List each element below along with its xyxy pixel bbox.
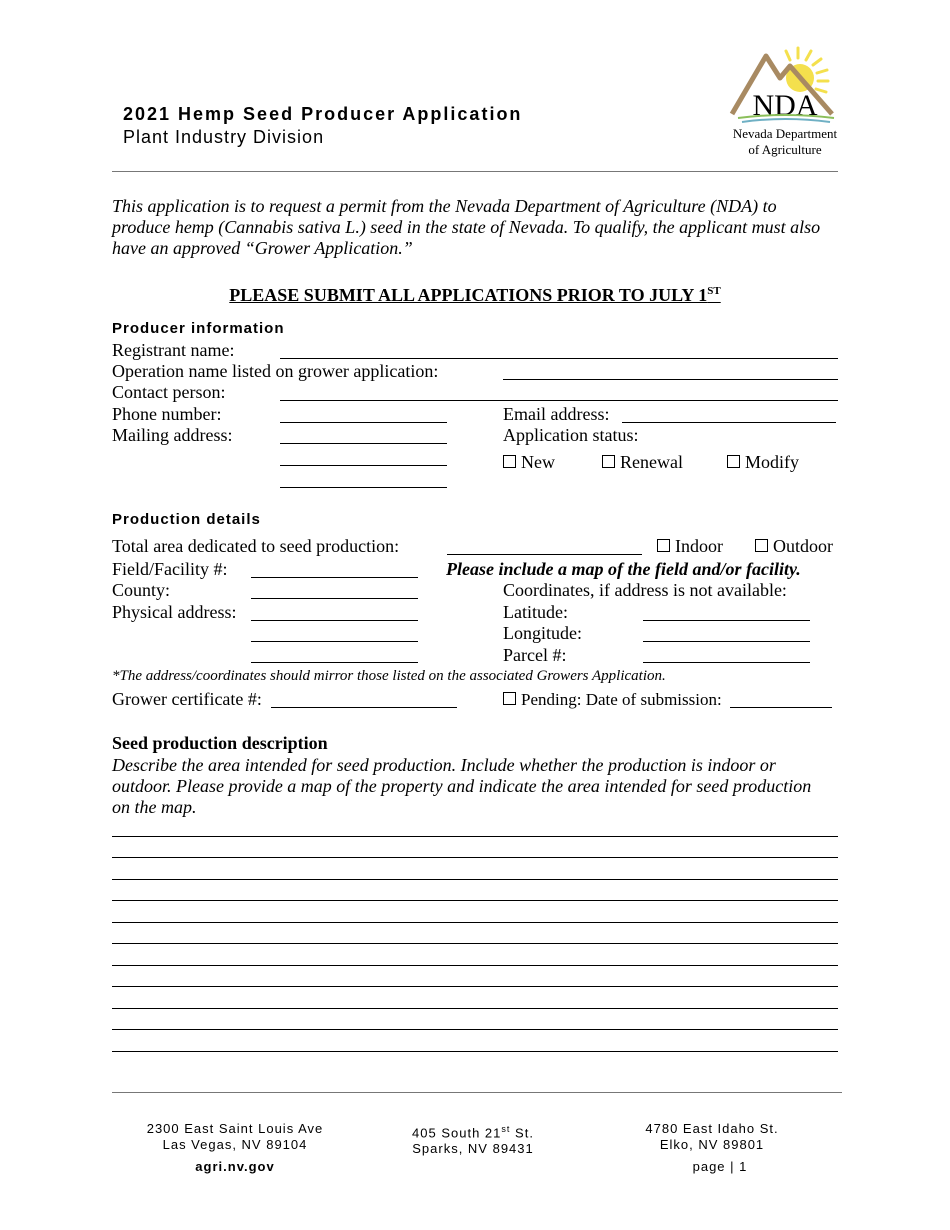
logo-name-line1: Nevada Department	[732, 126, 838, 141]
description-line[interactable]	[112, 922, 838, 923]
checkbox-icon[interactable]	[657, 539, 670, 552]
latitude-field[interactable]	[643, 620, 810, 621]
footer-address-elko: 4780 East Idaho St. Elko, NV 89801	[645, 1121, 779, 1152]
checkbox-icon[interactable]	[727, 455, 740, 468]
logo-acronym: NDA	[752, 89, 818, 122]
description-line[interactable]	[112, 986, 838, 987]
status-label: Application status:	[503, 425, 639, 445]
registrant-label: Registrant name:	[112, 340, 235, 360]
parcel-label: Parcel #:	[503, 645, 567, 665]
nda-logo-mountain-sun-icon	[728, 44, 842, 124]
description-line[interactable]	[112, 900, 838, 901]
parcel-field[interactable]	[643, 662, 810, 663]
production-details-heading: Production details	[112, 511, 261, 528]
footer-address-las-vegas: 2300 East Saint Louis Ave Las Vegas, NV 89104	[146, 1121, 324, 1152]
longitude-label: Longitude:	[503, 623, 582, 643]
producer-info-heading: Producer information	[112, 320, 285, 337]
checkbox-icon[interactable]	[503, 455, 516, 468]
contact-person-field[interactable]	[280, 400, 838, 401]
description-line[interactable]	[112, 1029, 838, 1030]
email-label: Email address:	[503, 404, 610, 424]
notice-sup: ST	[707, 285, 721, 297]
coords-note: Coordinates, if address is not available:	[503, 580, 787, 600]
area-option-indoor[interactable]: Indoor	[657, 536, 723, 557]
logo-name-line2: of Agriculture	[748, 142, 822, 157]
page-title: 2021 Hemp Seed Producer Application	[123, 104, 523, 124]
status-option-modify[interactable]: Modify	[727, 452, 799, 473]
area-option-outdoor[interactable]: Outdoor	[755, 536, 833, 557]
seed-description-heading: Seed production description	[112, 733, 328, 753]
physical-address-field-1[interactable]	[251, 620, 418, 621]
physical-address-label: Physical address:	[112, 602, 237, 622]
operation-label: Operation name listed on grower application:	[112, 361, 439, 381]
checkbox-icon[interactable]	[602, 455, 615, 468]
notice-text: PLEASE SUBMIT ALL APPLICATIONS PRIOR TO JULY 1	[229, 285, 708, 305]
area-label: Total area dedicated to seed production:	[112, 536, 400, 556]
longitude-field[interactable]	[643, 641, 810, 642]
contact-label: Contact person:	[112, 382, 226, 402]
area-field[interactable]	[447, 554, 642, 555]
physical-address-field-2[interactable]	[251, 641, 418, 642]
description-line[interactable]	[112, 857, 838, 858]
grower-cert-label: Grower certificate #:	[112, 689, 262, 709]
map-note: Please include a map of the field and/or facility.	[446, 559, 801, 579]
description-line[interactable]	[112, 879, 838, 880]
description-line[interactable]	[112, 836, 838, 837]
registrant-name-field[interactable]	[280, 358, 838, 359]
latitude-label: Latitude:	[503, 602, 568, 622]
intro-paragraph: This application is to request a permit from the Nevada Department of Agriculture (NDA) to produce hemp (Cannabis sativa L.) seed in the state of Nevada. To qualify, the applicant must also have an approved “Grower Application.”	[112, 196, 821, 258]
mailing-address-field-1[interactable]	[280, 443, 447, 444]
phone-label: Phone number:	[112, 404, 222, 424]
seed-description-instructions: Describe the area intended for seed production. Include whether the production is indoor or outdoor. Please provide a map of the property and indicate the area intended for seed production on the map.	[112, 755, 812, 817]
field-facility-label: Field/Facility #:	[112, 559, 228, 579]
submission-date-field[interactable]	[730, 707, 832, 708]
description-line[interactable]	[112, 943, 838, 944]
mailing-address-field-2[interactable]	[280, 465, 447, 466]
mailing-address-field-3[interactable]	[280, 487, 447, 488]
status-option-renewal[interactable]: Renewal	[602, 452, 683, 473]
nda-logo	[728, 44, 842, 160]
description-line[interactable]	[112, 1051, 838, 1052]
email-address-field[interactable]	[622, 422, 836, 423]
footer-website-link[interactable]: agri.nv.gov	[195, 1159, 275, 1174]
grower-cert-field[interactable]	[271, 707, 457, 708]
pending-option[interactable]: Pending: Date of submission:	[503, 689, 722, 710]
field-facility-field[interactable]	[251, 577, 418, 578]
physical-address-field-3[interactable]	[251, 662, 418, 663]
division-subtitle: Plant Industry Division	[123, 127, 325, 147]
description-line[interactable]	[112, 1008, 838, 1009]
footer-divider	[112, 1092, 842, 1093]
address-footnote: *The address/coordinates should mirror those listed on the associated Growers Application.	[112, 668, 666, 684]
checkbox-icon[interactable]	[503, 692, 516, 705]
phone-number-field[interactable]	[280, 422, 447, 423]
page-number: page | 1	[692, 1159, 748, 1174]
county-field[interactable]	[251, 598, 418, 599]
footer-address-sparks: 405 South 21st St. Sparks, NV 89431	[412, 1124, 534, 1157]
checkbox-icon[interactable]	[755, 539, 768, 552]
status-option-new[interactable]: New	[503, 452, 555, 473]
county-label: County:	[112, 580, 171, 600]
header-divider	[112, 171, 838, 172]
submission-deadline-notice	[0, 281, 950, 306]
description-line[interactable]	[112, 965, 838, 966]
operation-name-field[interactable]	[503, 379, 838, 380]
mailing-label: Mailing address:	[112, 425, 233, 445]
